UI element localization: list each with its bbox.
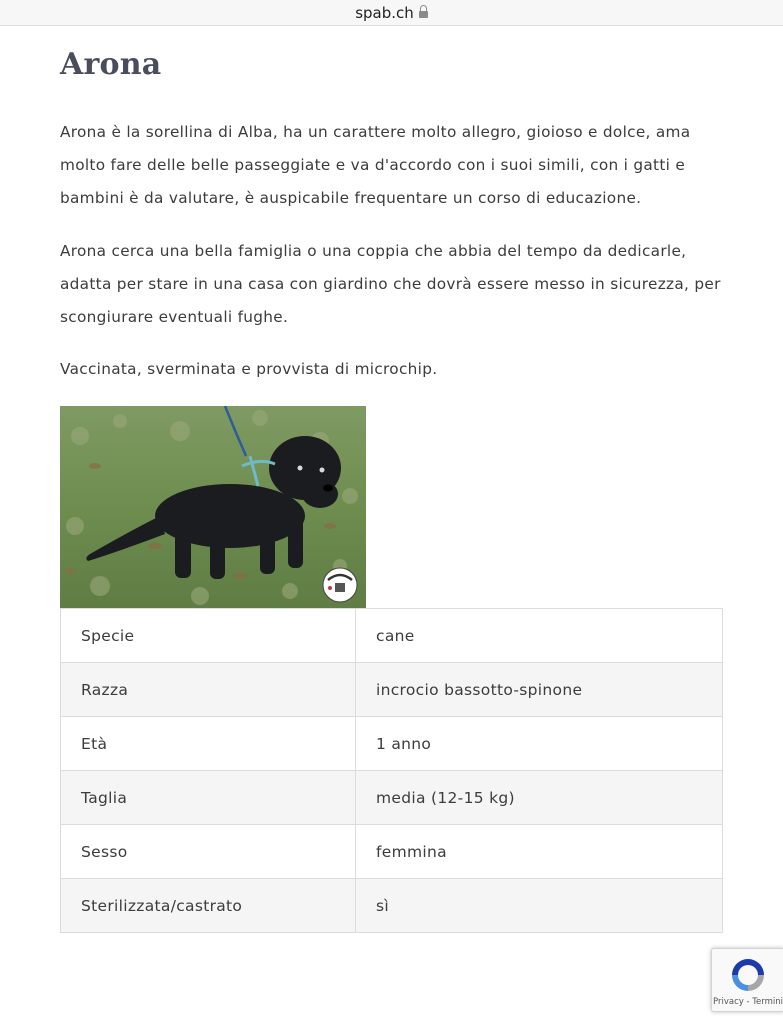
detail-value: cane xyxy=(356,609,723,663)
detail-value: femmina xyxy=(356,825,723,879)
detail-label: Specie xyxy=(61,609,356,663)
detail-value: sì xyxy=(356,879,723,933)
detail-label: Razza xyxy=(61,663,356,717)
description-paragraph-3: Vaccinata, sverminata e provvista di microchip. xyxy=(60,360,438,378)
detail-label: Taglia xyxy=(61,771,356,825)
detail-label: Sesso xyxy=(61,825,356,879)
table-row xyxy=(61,825,723,879)
table-row xyxy=(61,717,723,771)
detail-label: Età xyxy=(61,717,356,771)
detail-value: media (12-15 kg) xyxy=(356,771,723,825)
recaptcha-links[interactable]: Privacy - Termini xyxy=(713,997,783,1007)
dog-photo[interactable] xyxy=(60,406,366,608)
browser-url-bar[interactable] xyxy=(0,0,783,26)
detail-value: incrocio bassotto-spinone xyxy=(356,663,723,717)
table-row xyxy=(61,879,723,933)
page-title: Arona xyxy=(60,47,162,82)
detail-label: Sterilizzata/castrato xyxy=(61,879,356,933)
table-row xyxy=(61,771,723,825)
description-paragraph-1: Arona è la sorellina di Alba, ha un carattere molto allegro, gioioso e dolce, ama molto fare delle belle passeggiate e va d'accordo con i suoi simili, con i gatti e bambini è da valutare, è auspicabile frequentare un corso di educazione. xyxy=(60,123,691,207)
url-text: spab.ch xyxy=(355,3,414,22)
description-paragraph-2: Arona cerca una bella famiglia o una coppia che abbia del tempo da dedicarle, adatta per stare in una casa con giardino che dovrà essere messo in sicurezza, per scongiurare eventuali fughe. xyxy=(60,242,721,326)
details-table xyxy=(60,608,723,933)
recaptcha-icon xyxy=(728,955,768,995)
detail-value: 1 anno xyxy=(356,717,723,771)
recaptcha-badge[interactable] xyxy=(711,948,783,1012)
table-row xyxy=(61,663,723,717)
lock-icon xyxy=(419,11,428,18)
table-row xyxy=(61,609,723,663)
